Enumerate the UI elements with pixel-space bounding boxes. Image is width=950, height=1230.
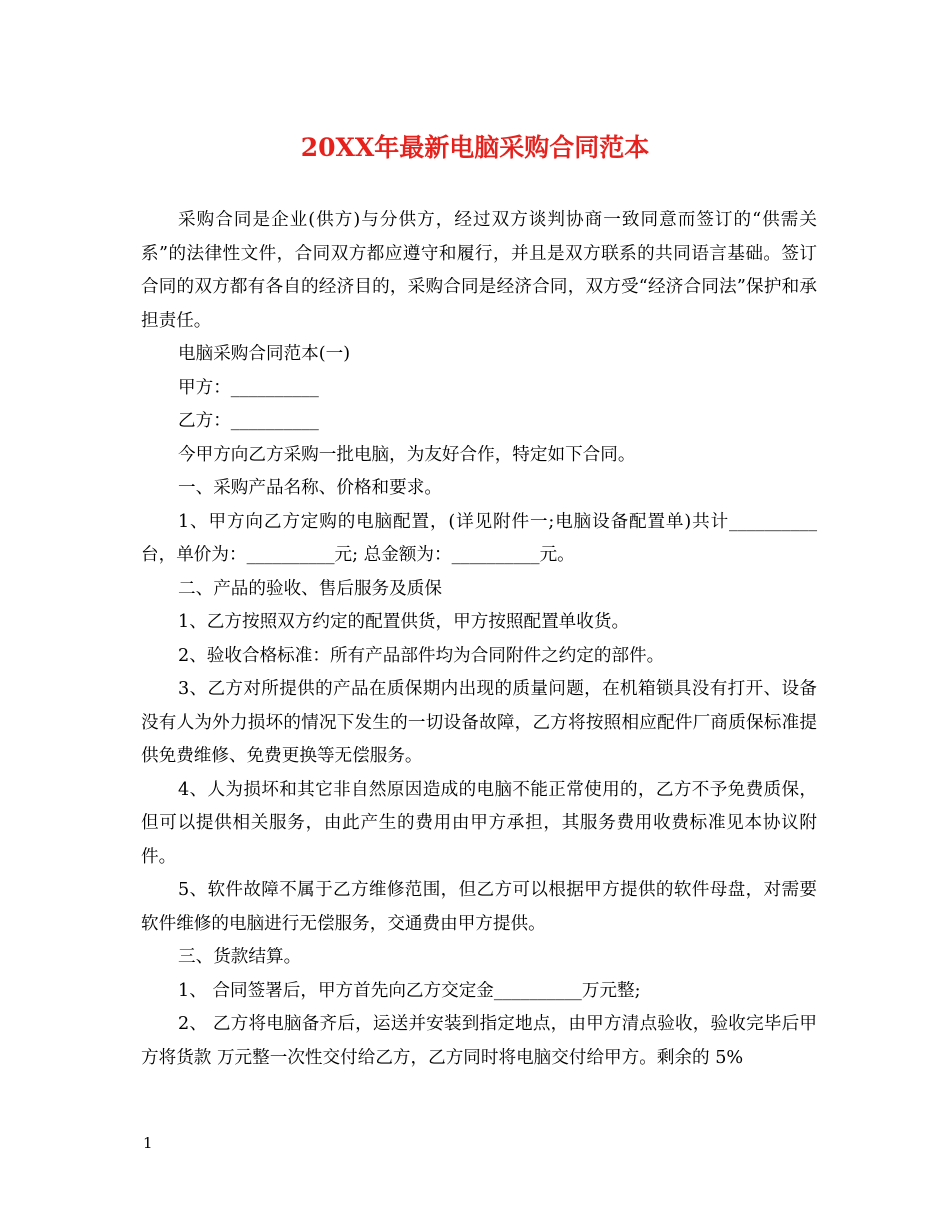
clause-product-config: 1、甲方向乙方定购的电脑配置，(详见附件一;电脑设备配置单)共计__________台，单价为：__________元; 总金额为：__________元。 <box>141 511 817 565</box>
document-title: 20XX年最新电脑采购合同范本 <box>300 133 650 162</box>
clause-acceptance-1: 1、乙方按照双方约定的配置供货，甲方按照配置单收货。 <box>178 612 630 632</box>
section-heading-payment: 三、货款结算。 <box>178 947 302 967</box>
clause-payment-1: 1、 合同签署后，甲方首先向乙方交定金__________万元整; <box>178 980 641 1001</box>
clause-acceptance-3: 3、乙方对所提供的产品在质保期内出现的质量问题，在机箱锁具没有打开、设备没有人为外力损坏的情况下发生的一切设备故障，乙方将按照相应配件厂商质保标准提供免费维修、免费更换等无偿服务。 <box>141 679 817 766</box>
contract-preamble: 今甲方向乙方采购一批电脑，为友好合作，特定如下合同。 <box>178 444 636 465</box>
section-heading-sample-one: 电脑采购合同范本(一) <box>178 344 351 364</box>
clause-acceptance-5: 5、软件故障不属于乙方维修范围，但乙方可以根据甲方提供的软件母盘，对需要软件维修的电脑进行无偿服务，交通费由甲方提供。 <box>141 880 817 934</box>
party-b-line: 乙方：__________ <box>178 411 319 431</box>
party-a-line: 甲方：__________ <box>178 377 319 398</box>
intro-paragraph: 采购合同是企业(供方)与分供方，经过双方谈判协商一致同意而签订的“供需关系”的法律性文件，合同双方都应遵守和履行，并且是双方联系的共同语言基础。签订合同的双方都有各自的经济目的，采购合同是经济合同，双方受“经济合同法”保护和承担责任。 <box>141 210 817 331</box>
section-heading-acceptance: 二、产品的验收、售后服务及质保 <box>178 578 442 599</box>
section-heading-products: 一、采购产品名称、价格和要求。 <box>178 478 442 498</box>
document-body <box>141 204 817 1075</box>
clause-acceptance-4: 4、人为损坏和其它非自然原因造成的电脑不能正常使用的，乙方不予免费质保，但可以提供相关服务，由此产生的费用由甲方承担，其服务费用收费标准见本协议附件。 <box>141 779 817 867</box>
clause-payment-2: 2、 乙方将电脑备齐后，运送并安装到指定地点，由甲方清点验收，验收完毕后甲方将货款 万元整一次性交付给乙方，乙方同时将电脑交付给甲方。剩余的 5% <box>141 1014 817 1068</box>
page-number: 1 <box>143 1134 153 1152</box>
clause-acceptance-2: 2、验收合格标准：所有产品部件均为合同附件之约定的部件。 <box>178 645 665 666</box>
